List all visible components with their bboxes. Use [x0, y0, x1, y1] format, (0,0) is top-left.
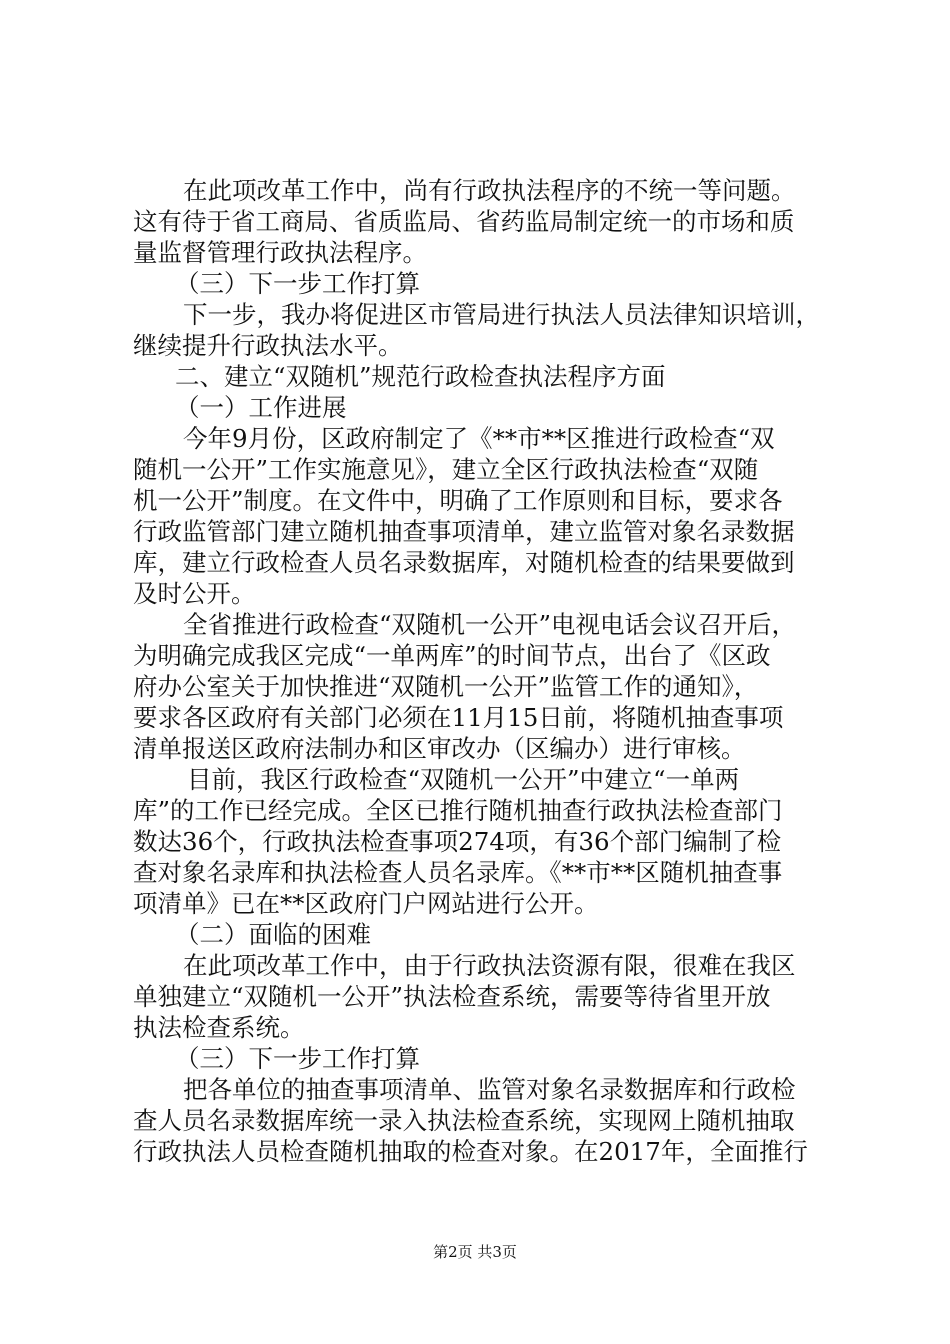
paragraph-line: 目前，我区行政检查“双随机一公开”中建立“一单两: [187, 765, 740, 794]
paragraph-line: 把各单位的抽查事项清单、监管对象名录数据库和行政检: [183, 1075, 796, 1104]
paragraph-line: 量监督管理行政执法程序。: [133, 238, 427, 267]
paragraph-line: 数达36个，行政执法检查事项274项，有36个部门编制了检: [133, 827, 782, 856]
paragraph-line: 行政监管部门建立随机抽查事项清单，建立监管对象名录数据: [133, 517, 795, 546]
paragraph-line: 及时公开。: [133, 579, 256, 608]
paragraph-line: 继续提升行政执法水平。: [133, 331, 403, 360]
paragraph-line: 在此项改革工作中，由于行政执法资源有限，很难在我区: [183, 951, 796, 980]
section-heading: 二、建立“双随机”规范行政检查执法程序方面: [175, 362, 666, 391]
paragraph-line: 为明确完成我区完成“一单两库”的时间节点，出台了《区政: [133, 641, 771, 670]
paragraph-line: 这有待于省工商局、省质监局、省药监局制定统一的市场和质: [133, 207, 795, 236]
paragraph-line: 下一步，我办将促进区市管局进行执法人员法律知识培训，: [183, 300, 820, 329]
paragraph-line: 单独建立“双随机一公开”执法检查系统，需要等待省里开放: [133, 982, 771, 1011]
page-number-footer: 第2页 共3页: [433, 1243, 517, 1261]
paragraph-line: 查对象名录库和执法检查人员名录库。《**市**区随机抽查事: [133, 858, 783, 887]
section-heading: （一）工作进展: [175, 393, 347, 422]
paragraph-line: 要求各区政府有关部门必须在11月15日前，将随机抽查事项: [133, 703, 784, 732]
paragraph-line: 今年9月份，区政府制定了《**市**区推进行政检查“双: [183, 424, 775, 453]
paragraph-line: 随机一公开”工作实施意见》，建立全区行政执法检查“双随: [133, 455, 759, 484]
section-heading: （二）面临的困难: [175, 920, 371, 949]
paragraph-line: 项清单》已在**区政府门户网站进行公开。: [133, 889, 599, 918]
paragraph-line: 执法检查系统。: [133, 1013, 305, 1042]
paragraph-line: 机一公开”制度。在文件中，明确了工作原则和目标，要求各: [133, 486, 783, 515]
paragraph-line: 库”的工作已经完成。全区已推行随机抽查行政执法检查部门: [133, 796, 783, 825]
paragraph-line: 府办公室关于加快推进“双随机一公开”监管工作的通知》，: [133, 672, 759, 701]
paragraph-line: 库，建立行政检查人员名录数据库，对随机检查的结果要做到: [133, 548, 795, 577]
paragraph-line: 查人员名录数据库统一录入执法检查系统，实现网上随机抽取: [133, 1106, 795, 1135]
paragraph-line: 在此项改革工作中，尚有行政执法程序的不统一等问题。: [183, 176, 796, 205]
section-heading: （三）下一步工作打算: [175, 1044, 420, 1073]
paragraph-line: 全省推进行政检查“双随机一公开”电视电话会议召开后，: [183, 610, 797, 639]
section-heading: （三）下一步工作打算: [175, 269, 420, 298]
paragraph-line: 行政执法人员检查随机抽取的检查对象。在2017年，全面推行: [133, 1137, 808, 1166]
paragraph-line: 清单报送区政府法制办和区审改办（区编办）进行审核。: [133, 734, 746, 763]
